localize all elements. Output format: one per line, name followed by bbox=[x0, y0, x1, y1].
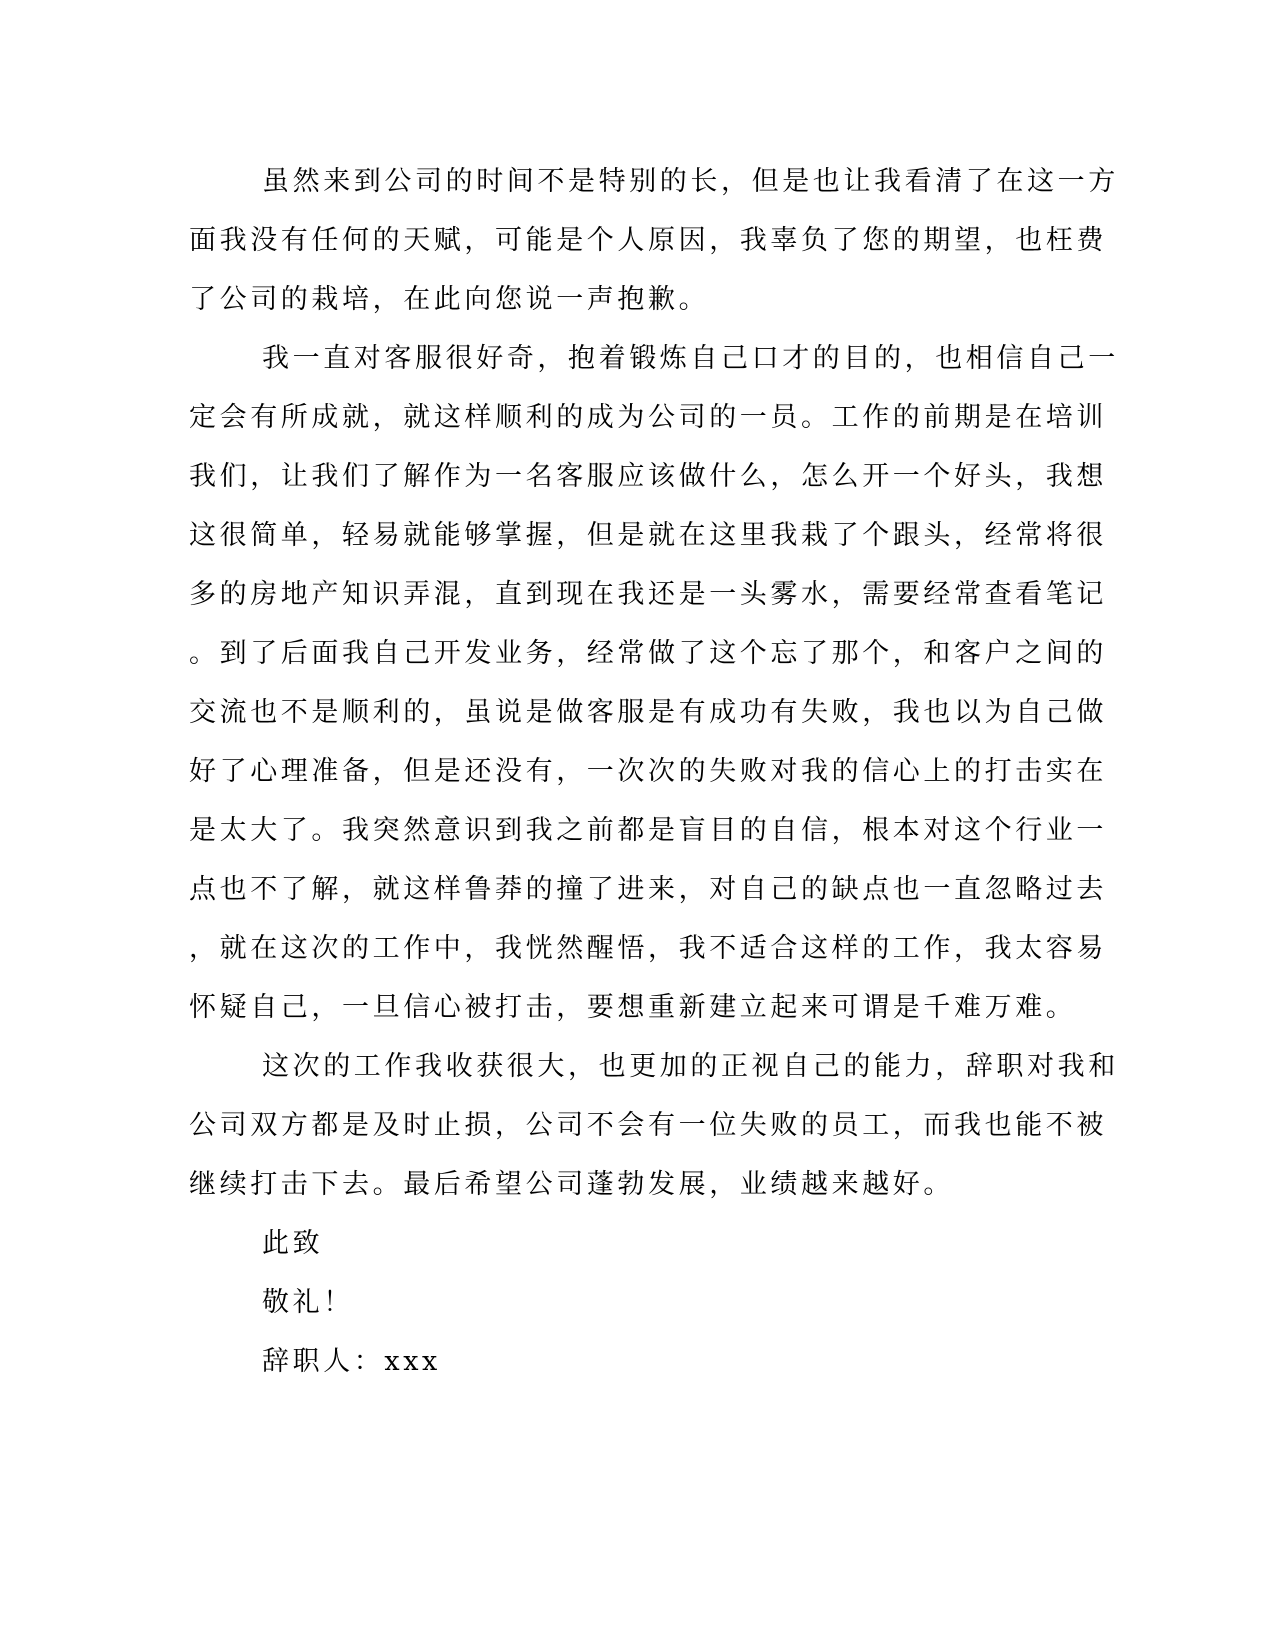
paragraph-line: 我一直对客服很好奇，抱着锻炼自己口才的目的，也相信自己一 bbox=[262, 343, 1119, 374]
paragraph-line: 点也不了解，就这样鲁莽的撞了进来，对自己的缺点也一直忽略过去 bbox=[189, 874, 1107, 905]
paragraph-line: 。到了后面我自己开发业务，经常做了这个忘了那个，和客户之间的 bbox=[189, 638, 1107, 669]
paragraph-line: 多的房地产知识弄混，直到现在我还是一头雾水，需要经常查看笔记 bbox=[189, 579, 1107, 610]
paragraph-line: ，就在这次的工作中，我恍然醒悟，我不适合这样的工作，我太容易 bbox=[189, 933, 1107, 964]
signature: 辞职人：xxx bbox=[262, 1346, 441, 1377]
paragraph-line: 这次的工作我收获很大，也更加的正视自己的能力，辞职对我和 bbox=[262, 1051, 1119, 1082]
paragraph-line: 公司双方都是及时止损，公司不会有一位失败的员工，而我也能不被 bbox=[189, 1110, 1107, 1141]
closing-salutation: 此致 bbox=[262, 1228, 324, 1259]
paragraph-line: 了公司的栽培，在此向您说一声抱歉。 bbox=[189, 284, 710, 315]
paragraph-line: 好了心理准备，但是还没有，一次次的失败对我的信心上的打击实在 bbox=[189, 756, 1107, 787]
paragraph-line: 面我没有任何的天赋，可能是个人原因，我辜负了您的期望，也枉费 bbox=[189, 225, 1107, 256]
paragraph-line: 我们，让我们了解作为一名客服应该做什么，怎么开一个好头，我想 bbox=[189, 461, 1107, 492]
closing-regards: 敬礼！ bbox=[262, 1287, 354, 1318]
paragraph-line: 定会有所成就，就这样顺利的成为公司的一员。工作的前期是在培训 bbox=[189, 402, 1107, 433]
paragraph-line: 怀疑自己，一旦信心被打击，要想重新建立起来可谓是千难万难。 bbox=[189, 992, 1077, 1023]
paragraph-line: 继续打击下去。最后希望公司蓬勃发展，业绩越来越好。 bbox=[189, 1169, 954, 1200]
paragraph-line: 是太大了。我突然意识到我之前都是盲目的自信，根本对这个行业一 bbox=[189, 815, 1107, 846]
paragraph-line: 这很简单，轻易就能够掌握，但是就在这里我栽了个跟头，经常将很 bbox=[189, 520, 1107, 551]
paragraph-line: 交流也不是顺利的，虽说是做客服是有成功有失败，我也以为自己做 bbox=[189, 697, 1107, 728]
paragraph-line: 虽然来到公司的时间不是特别的长，但是也让我看清了在这一方 bbox=[262, 166, 1119, 197]
